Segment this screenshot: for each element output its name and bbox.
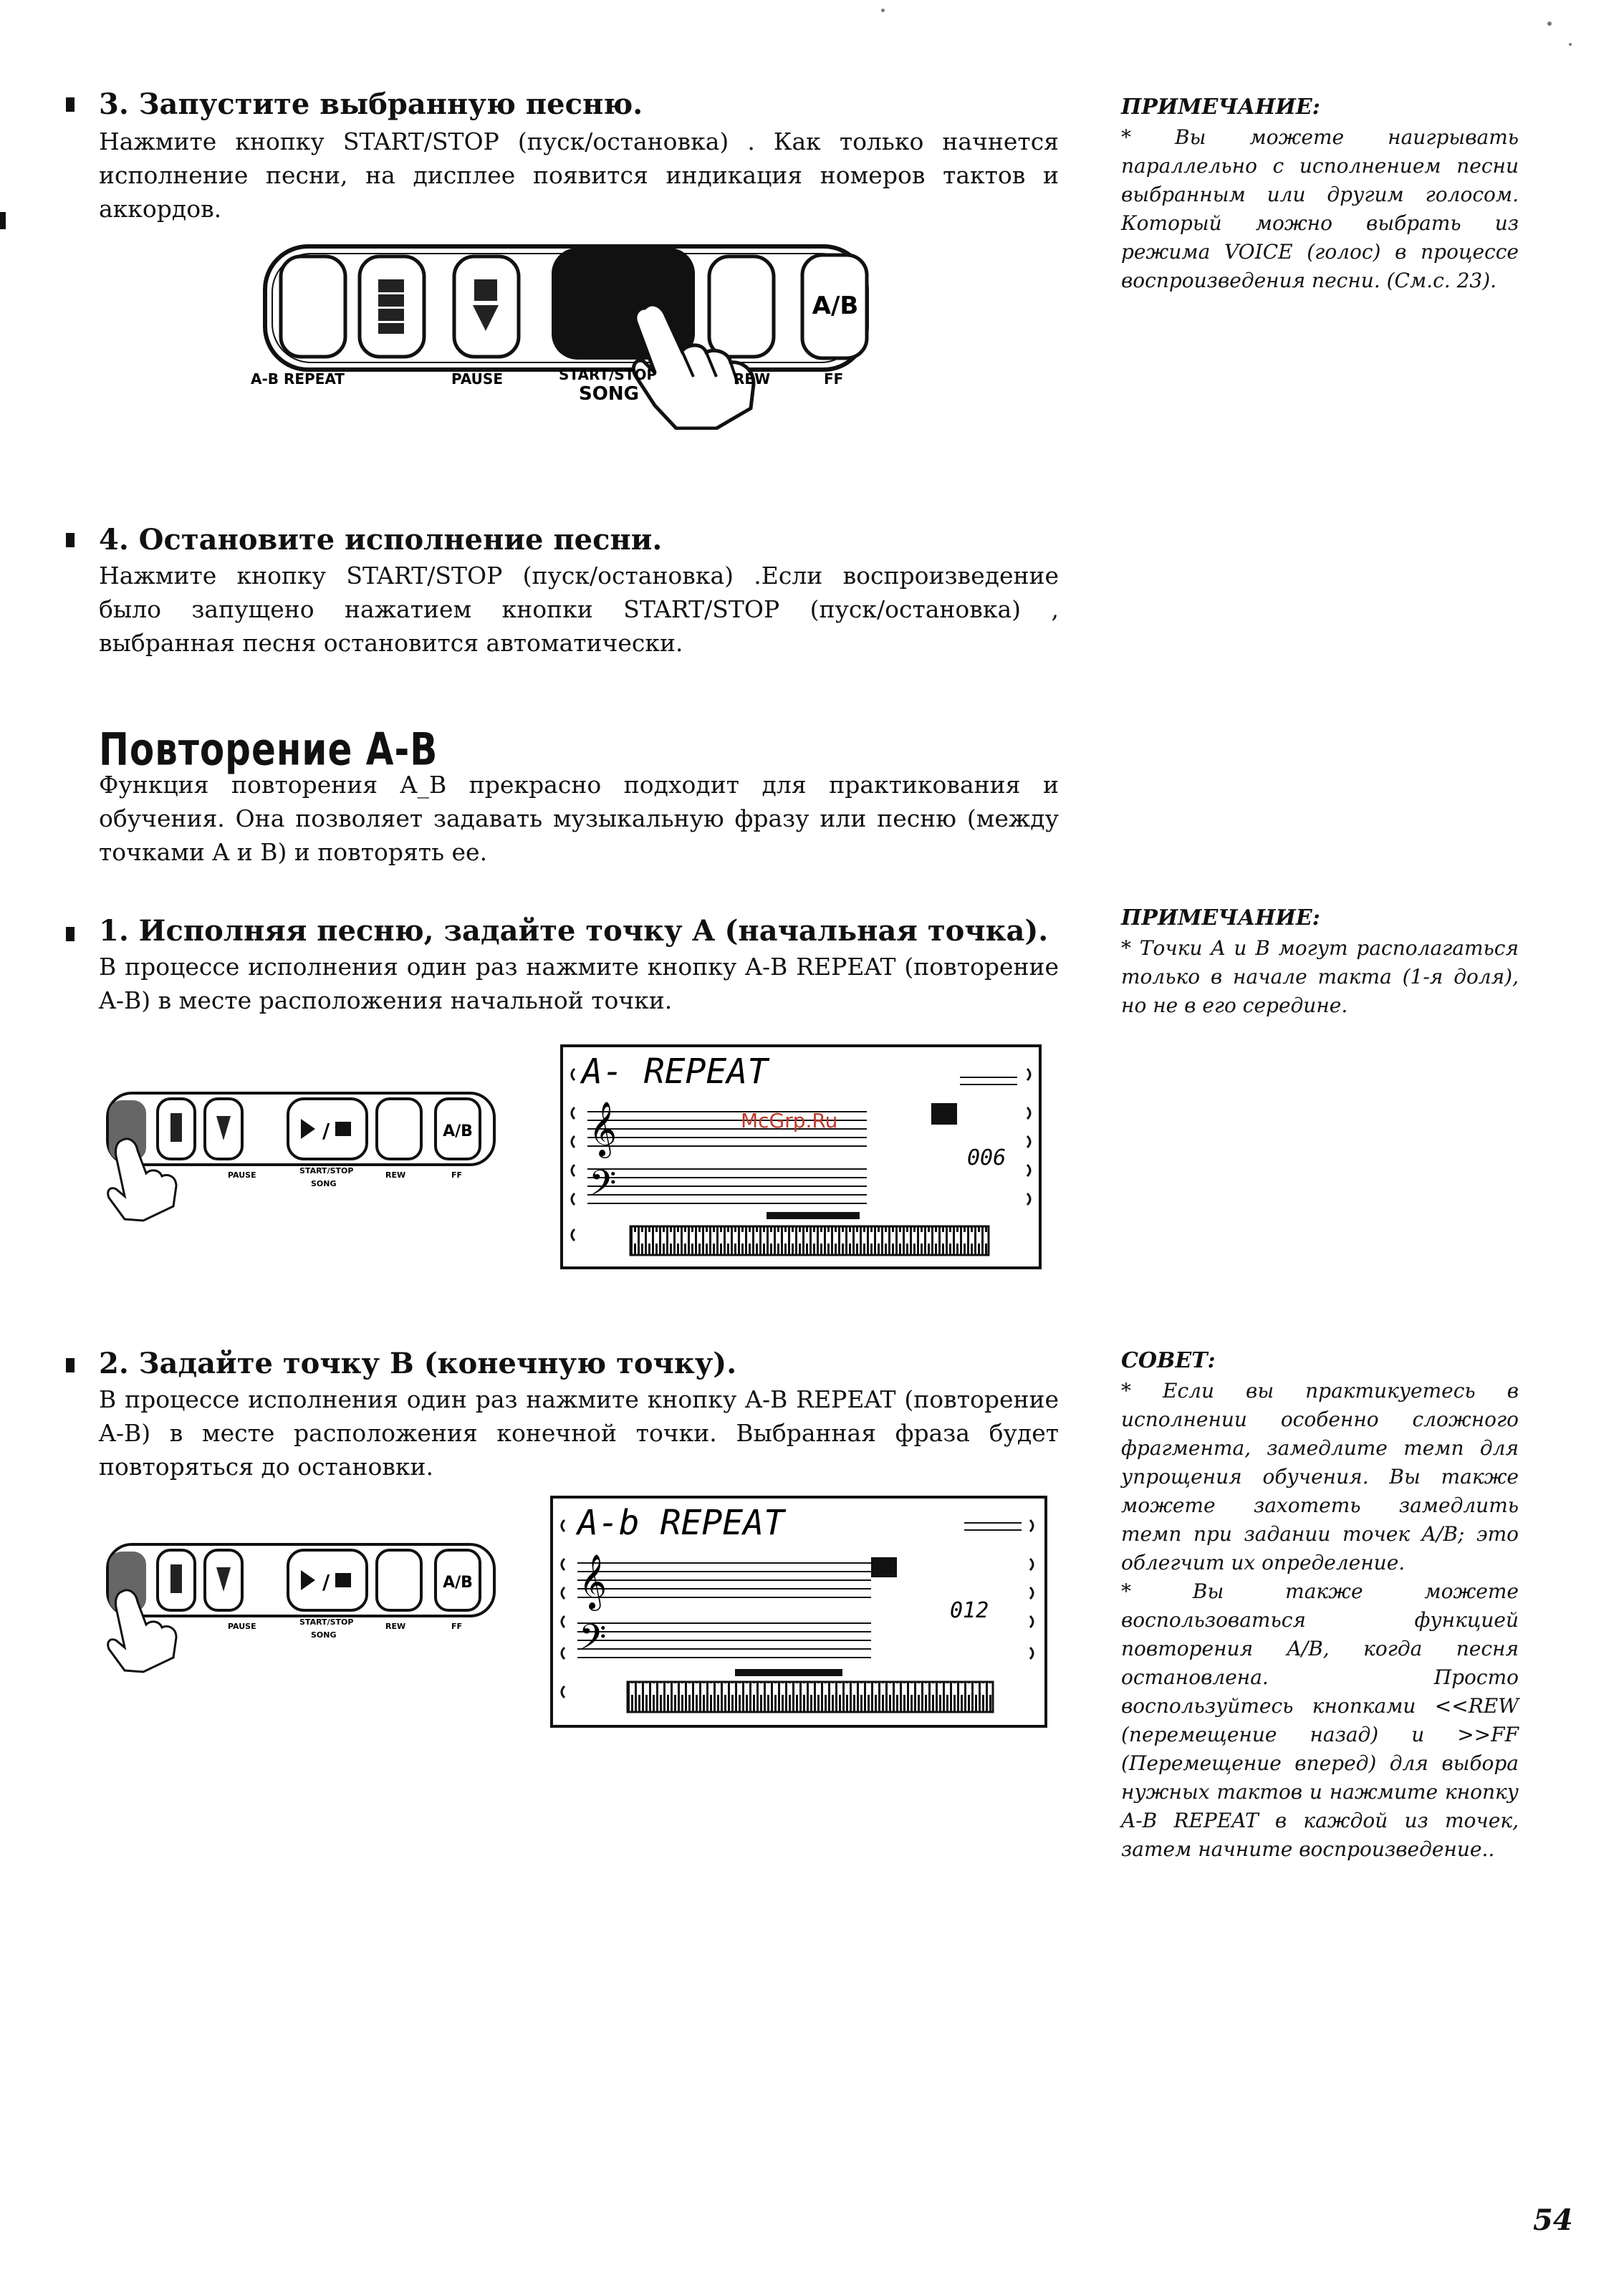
step3-bullet (66, 97, 75, 112)
section-title: Повторение A-B (99, 723, 438, 776)
step3-heading: 3. Запустите выбранную песню. (99, 87, 643, 121)
scan-mark (0, 212, 6, 229)
lcd2-keyboard (628, 1682, 993, 1712)
tip-text-2: * Вы также можете воспользоваться функцией повторения A/B, когда песня остановлена. Просто воспользуйтесь кнопками <<REW (перемещение назад) и >>FF (Перемещение вперед) для выбора нужных тактов и нажмите кнопку A-B REPEAT в каждой из точек, затем начните воспроизведение.. (1121, 1579, 1519, 1861)
small-panel-b (64, 1530, 509, 1673)
scan-speck (1547, 21, 1552, 26)
small-rew-text: REW (385, 1622, 406, 1631)
scan-speck (1569, 43, 1572, 46)
watermark: McGrp.Ru (741, 1109, 838, 1132)
small-play-button[interactable] (158, 1099, 195, 1159)
small-ff-text: FF (451, 1622, 463, 1631)
stepB-bullet (66, 1358, 75, 1372)
step4-bullet (66, 533, 75, 547)
note2 (1121, 904, 1519, 1020)
ab-repeat-label: A-B REPEAT (251, 370, 345, 388)
small-ab-label: A/B (443, 1122, 473, 1140)
svg-text:/: / (322, 1570, 330, 1594)
small-start-stop-button[interactable] (288, 1099, 367, 1159)
scan-speck (881, 9, 885, 12)
lcd2-number: 012 (950, 1598, 989, 1623)
note1 (1121, 93, 1519, 295)
small-rew-button[interactable] (377, 1099, 421, 1159)
note1-title: ПРИМЕЧАНИЕ: (1121, 95, 1320, 120)
treble-clef-icon: 𝄞 (579, 1554, 607, 1609)
small-play-button[interactable] (158, 1550, 195, 1610)
note2-text: * Точки A и B могут располагаться только в начале такта (1-я доля), но не в его середине. (1121, 936, 1519, 1017)
rew-button[interactable] (709, 256, 774, 357)
ff-ab-button[interactable] (802, 255, 867, 358)
small-start-stop-button[interactable] (288, 1550, 367, 1610)
small-panel-a (64, 1079, 509, 1222)
ff-label: FF (824, 370, 844, 388)
tip (1121, 1347, 1519, 1864)
page-number: 54 (1533, 2203, 1573, 2237)
song-panel-figure (244, 236, 903, 430)
stepB-text: В процессе исполнения один раз нажмите кнопку A-B REPEAT (повторение A-B) в месте расположения конечной точки. Выбранная фраза будет повторяться до остановки. (99, 1385, 1059, 1481)
tip-text-1: * Если вы практикуетесь в исполнении особенно сложного фрагмента, замедлите темп для упрощения обучения. Вы также можете захотеть замедлить темп при задании точек A/B; это облегчит их определение. (1121, 1379, 1519, 1574)
pause-button[interactable] (454, 256, 519, 357)
small-song-text: SONG (311, 1630, 337, 1640)
stepA-bullet (66, 927, 75, 941)
start-stop-label: START/STOP (559, 366, 658, 383)
note1-text: * Вы можете наигрывать параллельно с исполнением песни выбранным или другим голосом. Который можно выбрать из режима VOICE (голос) в процессе воспроизведения песни. (См.с. 23). (1121, 125, 1519, 292)
small-rew-button[interactable] (377, 1550, 421, 1610)
lcd-display-1 (559, 1043, 1046, 1272)
stepA-heading: 1. Исполняя песню, задайте точку A (начальная точка). (99, 914, 1049, 948)
ab-button-label: A/B (812, 292, 859, 320)
small-pause-button[interactable] (205, 1550, 242, 1610)
note2-title: ПРИМЕЧАНИЕ: (1121, 905, 1320, 930)
lcd2-text: A-b REPEAT (577, 1503, 784, 1543)
bass-clef-icon: 𝄢 (579, 1617, 607, 1667)
lcd1-text: A- REPEAT (582, 1052, 769, 1092)
small-ab-button[interactable] (436, 1550, 480, 1610)
small-ab-button[interactable] (436, 1099, 480, 1159)
ab-repeat-button[interactable] (281, 256, 345, 357)
section-text: Функция повторения A_B прекрасно подходит для практикования и обучения. Она позволяет задавать музыкальную фразу или песню (между точками A и B) и повторять ее. (99, 771, 1059, 866)
step3-text: Нажмите кнопку START/STOP (пуск/остановка) . Как только начнется исполнение песни, на дисплее появится индикация номеров тактов и аккордов. (99, 128, 1059, 223)
play-button[interactable] (360, 256, 424, 357)
small-pause-text: PAUSE (228, 1170, 256, 1180)
song-label: SONG (579, 383, 639, 405)
tip-title: СОВЕТ: (1121, 1348, 1216, 1373)
step4-heading: 4. Остановите исполнение песни. (99, 523, 663, 557)
lcd-display-2 (549, 1494, 1050, 1731)
rew-label: REW (734, 370, 771, 388)
small-start-stop-text: START/STOP (299, 1617, 354, 1627)
small-ff-text: FF (451, 1170, 463, 1180)
svg-text:/: / (322, 1119, 330, 1143)
treble-clef-icon: 𝄞 (589, 1101, 618, 1156)
pause-label: PAUSE (451, 370, 503, 388)
lcd1-number: 006 (967, 1145, 1006, 1170)
small-song-text: SONG (311, 1179, 337, 1188)
step4-text: Нажмите кнопку START/STOP (пуск/остановка) .Если воспроизведение было запущено нажатием кнопки START/STOP (пуск/остановка) , выбранная песня остановится автоматически. (99, 562, 1059, 657)
small-ab-label: A/B (443, 1574, 473, 1592)
small-pause-text: PAUSE (228, 1622, 256, 1631)
small-start-stop-text: START/STOP (299, 1166, 354, 1175)
small-pause-button[interactable] (205, 1099, 242, 1159)
stepA-text: В процессе исполнения один раз нажмите кнопку A-B REPEAT (повторение A-B) в месте расположения начальной точки. (99, 953, 1059, 1014)
bass-clef-icon: 𝄢 (589, 1163, 617, 1213)
stepB-heading: 2. Задайте точку B (конечную точку). (99, 1347, 737, 1380)
lcd1-keyboard (630, 1226, 989, 1255)
small-rew-text: REW (385, 1170, 406, 1180)
